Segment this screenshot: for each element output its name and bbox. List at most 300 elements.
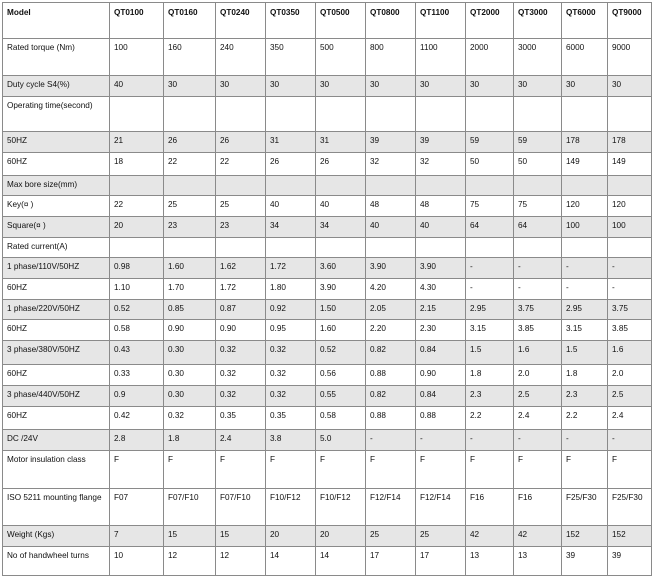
table-cell: 3.75 [608,300,652,320]
table-cell: 2.30 [416,320,466,341]
table-cell: 1.60 [316,320,366,341]
table-cell: 120 [562,196,608,217]
table-cell: 6000 [562,39,608,76]
table-cell: 30 [608,76,652,97]
table-cell: 0.30 [164,341,216,365]
table-cell [164,97,216,132]
table-cell: 3.15 [562,320,608,341]
table-cell: 22 [216,153,266,176]
table-cell: 0.92 [266,300,316,320]
table-cell: 100 [110,39,164,76]
table-cell: 42 [514,526,562,547]
table-cell: 75 [514,196,562,217]
table-row [3,153,652,176]
table-cell: 5.0 [316,430,366,451]
table-cell: 20 [316,526,366,547]
table-cell [466,97,514,132]
table-cell: 1.70 [164,279,216,300]
table-cell: 1.62 [216,258,266,279]
table-cell: 178 [562,132,608,153]
table-cell: 0.88 [416,407,466,430]
table-cell: 20 [266,526,316,547]
row-label: Rated torque (Nm) [3,39,110,76]
table-cell: 20 [110,217,164,238]
specification-table [2,2,652,576]
table-cell [416,238,466,258]
table-cell [216,176,266,196]
table-cell: 7 [110,526,164,547]
table-cell: 15 [164,526,216,547]
table-cell: 100 [562,217,608,238]
table-cell: 0.88 [366,365,416,386]
table-cell: - [514,279,562,300]
table-cell: 3.85 [608,320,652,341]
table-cell: 0.32 [266,386,316,407]
table-cell: 39 [608,547,652,576]
table-cell: F16 [514,489,562,526]
row-label: Operating time(second) [3,97,110,132]
table-cell [216,97,266,132]
table-row [3,386,652,407]
table-cell: 40 [110,76,164,97]
table-cell: 0.30 [164,386,216,407]
row-label: Key(¤ ) [3,196,110,217]
table-cell: - [608,258,652,279]
table-cell: 3.60 [316,258,366,279]
table-row [3,39,652,76]
table-cell: 64 [514,217,562,238]
table-cell: 0.90 [164,320,216,341]
table-cell [466,238,514,258]
table-cell: 22 [110,196,164,217]
row-label: Square(¤ ) [3,217,110,238]
table-cell: 1.72 [266,258,316,279]
table-cell: 13 [466,547,514,576]
column-header: QT0240 [216,3,266,39]
table-cell: 48 [366,196,416,217]
table-cell [164,238,216,258]
table-cell: 25 [216,196,266,217]
table-cell: F [366,451,416,489]
table-cell: 75 [466,196,514,217]
table-cell: F10/F12 [316,489,366,526]
table-row [3,430,652,451]
table-cell: 15 [216,526,266,547]
column-header: QT3000 [514,3,562,39]
table-row [3,320,652,341]
table-row [3,489,652,526]
table-cell: 2.5 [514,386,562,407]
table-cell: 1.10 [110,279,164,300]
table-cell: 0.52 [316,341,366,365]
table-cell: 2.0 [514,365,562,386]
table-cell [514,238,562,258]
table-cell: 2.0 [608,365,652,386]
table-cell: 0.32 [216,341,266,365]
table-cell: 0.56 [316,365,366,386]
row-label: No of handwheel turns [3,547,110,576]
table-cell: 2.2 [466,407,514,430]
table-cell: 26 [316,153,366,176]
table-row [3,451,652,489]
table-cell [366,176,416,196]
table-row [3,341,652,365]
table-cell: 17 [366,547,416,576]
table-cell: 30 [466,76,514,97]
table-cell: 30 [562,76,608,97]
table-cell: 3.8 [266,430,316,451]
table-cell: 1.60 [164,258,216,279]
table-cell: 2.4 [514,407,562,430]
table-cell: 0.32 [266,341,316,365]
table-cell: 3.15 [466,320,514,341]
column-header: QT0100 [110,3,164,39]
table-cell: 2.95 [466,300,514,320]
table-cell: 3.90 [366,258,416,279]
table-cell: 0.82 [366,386,416,407]
row-label: 60HZ [3,365,110,386]
column-header: QT0500 [316,3,366,39]
table-cell: 32 [366,153,416,176]
column-header: QT0800 [366,3,416,39]
table-cell: F10/F12 [266,489,316,526]
table-cell: 59 [514,132,562,153]
table-cell: 26 [216,132,266,153]
table-cell [466,176,514,196]
table-cell [514,97,562,132]
table-cell [514,176,562,196]
table-cell: 9000 [608,39,652,76]
table-cell: - [608,279,652,300]
table-cell: F25/F30 [562,489,608,526]
table-cell [110,97,164,132]
table-cell: 23 [164,217,216,238]
table-row [3,196,652,217]
table-cell: 30 [366,76,416,97]
table-cell: 30 [316,76,366,97]
table-cell: 1.80 [266,279,316,300]
table-row [3,132,652,153]
column-header: QT0350 [266,3,316,39]
table-cell: 2.4 [608,407,652,430]
table-cell [110,238,164,258]
table-cell: 17 [416,547,466,576]
table-cell: 120 [608,196,652,217]
table-cell: 0.35 [216,407,266,430]
table-cell: 0.84 [416,341,466,365]
column-header: QT6000 [562,3,608,39]
row-label: Motor insulation class [3,451,110,489]
table-cell: F [466,451,514,489]
table-cell [366,97,416,132]
table-cell: - [514,258,562,279]
table-cell: 22 [164,153,216,176]
table-cell: 0.55 [316,386,366,407]
table-cell [316,97,366,132]
table-row [3,238,652,258]
table-cell: 350 [266,39,316,76]
table-cell [416,176,466,196]
table-cell: 0.82 [366,341,416,365]
table-cell: 0.58 [316,407,366,430]
table-cell: 12 [164,547,216,576]
table-cell: 1.50 [316,300,366,320]
table-cell: 2.20 [366,320,416,341]
table-cell: 0.52 [110,300,164,320]
table-cell: 1.72 [216,279,266,300]
table-cell: 39 [366,132,416,153]
row-label: 3 phase/440V/50HZ [3,386,110,407]
table-cell: 30 [266,76,316,97]
table-row [3,526,652,547]
table-cell: - [562,258,608,279]
table-row [3,97,652,132]
table-cell: - [366,430,416,451]
table-cell: 4.30 [416,279,466,300]
table-cell: 0.32 [216,365,266,386]
table-cell [266,97,316,132]
table-cell: - [562,279,608,300]
table-cell: 800 [366,39,416,76]
table-cell: - [608,430,652,451]
table-cell: 34 [316,217,366,238]
table-cell: 1.8 [164,430,216,451]
table-cell [562,238,608,258]
table-cell: 0.9 [110,386,164,407]
column-header: QT1100 [416,3,466,39]
table-cell [266,238,316,258]
table-cell: F [110,451,164,489]
table-cell: F [164,451,216,489]
table-cell: 0.84 [416,386,466,407]
table-cell: F25/F30 [608,489,652,526]
table-cell: 1.6 [514,341,562,365]
table-cell: 149 [562,153,608,176]
table-cell: 1.5 [466,341,514,365]
table-row [3,217,652,238]
table-cell [562,176,608,196]
table-cell: 14 [266,547,316,576]
table-cell: - [416,430,466,451]
table-cell: 0.33 [110,365,164,386]
table-cell: 2.5 [608,386,652,407]
table-cell: 40 [366,217,416,238]
table-cell: 1.8 [466,365,514,386]
table-cell: 40 [266,196,316,217]
table-row [3,300,652,320]
table-cell: 30 [216,76,266,97]
column-header: Model [3,3,110,39]
table-cell: 42 [466,526,514,547]
table-cell: 240 [216,39,266,76]
row-label: 60HZ [3,279,110,300]
table-cell: 3.90 [416,258,466,279]
table-cell: F [608,451,652,489]
table-cell: - [466,279,514,300]
row-label: Duty cycle S4(%) [3,76,110,97]
table-cell: 152 [608,526,652,547]
table-cell: 0.95 [266,320,316,341]
table-cell: 39 [562,547,608,576]
table-cell: 0.90 [216,320,266,341]
table-cell: 152 [562,526,608,547]
table-cell: F [216,451,266,489]
table-cell: 0.85 [164,300,216,320]
table-cell [316,238,366,258]
table-cell [266,176,316,196]
column-header: QT2000 [466,3,514,39]
table-cell: 1.8 [562,365,608,386]
table-cell: 0.35 [266,407,316,430]
row-label: 60HZ [3,320,110,341]
table-cell: 3.75 [514,300,562,320]
table-cell: F [416,451,466,489]
row-label: 50HZ [3,132,110,153]
table-cell: 0.90 [416,365,466,386]
table-cell: 2.05 [366,300,416,320]
table-cell: 30 [416,76,466,97]
table-cell: 64 [466,217,514,238]
table-row [3,76,652,97]
table-cell: 0.32 [164,407,216,430]
table-cell: F12/F14 [416,489,466,526]
row-label: ISO 5211 mounting flange [3,489,110,526]
table-cell: 0.32 [266,365,316,386]
table-cell: - [466,430,514,451]
table-cell: 1100 [416,39,466,76]
table-cell: 1.5 [562,341,608,365]
table-cell: 0.30 [164,365,216,386]
table-cell: 2.95 [562,300,608,320]
table-cell: 149 [608,153,652,176]
row-label: 1 phase/220V/50HZ [3,300,110,320]
table-cell: 21 [110,132,164,153]
row-label: Max bore size(mm) [3,176,110,196]
table-cell: F16 [466,489,514,526]
table-cell: 0.87 [216,300,266,320]
table-cell: 50 [466,153,514,176]
table-row [3,547,652,576]
table-cell [110,176,164,196]
row-label: DC /24V [3,430,110,451]
table-cell: 40 [416,217,466,238]
row-label: 60HZ [3,407,110,430]
table-cell: 59 [466,132,514,153]
row-label: Weight (Kgs) [3,526,110,547]
table-row [3,176,652,196]
column-header: QT0160 [164,3,216,39]
table-cell [216,238,266,258]
table-cell: 2.3 [466,386,514,407]
column-header: QT9000 [608,3,652,39]
table-cell: F07 [110,489,164,526]
table-cell: 2000 [466,39,514,76]
table-cell: 13 [514,547,562,576]
table-cell: 100 [608,217,652,238]
table-cell: 25 [366,526,416,547]
table-cell: 0.58 [110,320,164,341]
table-cell: 2.15 [416,300,466,320]
table-cell: F12/F14 [366,489,416,526]
table-cell: F [514,451,562,489]
table-cell: 30 [514,76,562,97]
table-cell: 40 [316,196,366,217]
table-cell: 32 [416,153,466,176]
table-cell: 0.42 [110,407,164,430]
row-label: 1 phase/110V/50HZ [3,258,110,279]
table-cell: 2.2 [562,407,608,430]
row-label: 3 phase/380V/50HZ [3,341,110,365]
table-cell: 30 [164,76,216,97]
table-cell [608,238,652,258]
table-cell: 12 [216,547,266,576]
table-cell: 3000 [514,39,562,76]
table-cell [366,238,416,258]
table-row [3,258,652,279]
table-cell: 0.88 [366,407,416,430]
table-cell: 2.4 [216,430,266,451]
table-cell: 26 [266,153,316,176]
table-cell [316,176,366,196]
table-cell: 0.43 [110,341,164,365]
table-cell: 39 [416,132,466,153]
table-row [3,407,652,430]
table-row [3,279,652,300]
table-cell [608,176,652,196]
table-cell [608,97,652,132]
table-cell: F07/F10 [164,489,216,526]
table-cell [416,97,466,132]
table-cell: 25 [164,196,216,217]
table-cell: 31 [266,132,316,153]
table-cell: - [466,258,514,279]
table-cell: 10 [110,547,164,576]
header-row [3,3,652,39]
row-label: Rated current(A) [3,238,110,258]
table-cell: - [562,430,608,451]
table-cell: 34 [266,217,316,238]
table-cell: 14 [316,547,366,576]
table-cell: F07/F10 [216,489,266,526]
table-cell: 2.3 [562,386,608,407]
table-body [3,39,652,576]
table-cell: 0.32 [216,386,266,407]
table-cell: 178 [608,132,652,153]
table-cell: 18 [110,153,164,176]
table-cell: 500 [316,39,366,76]
table-cell: F [266,451,316,489]
table-cell: 26 [164,132,216,153]
table-cell: F [562,451,608,489]
table-cell: 23 [216,217,266,238]
table-cell: 1.6 [608,341,652,365]
table-cell [164,176,216,196]
table-cell: 50 [514,153,562,176]
table-cell: 25 [416,526,466,547]
table-cell: 3.85 [514,320,562,341]
table-cell: F [316,451,366,489]
table-cell: 3.90 [316,279,366,300]
table-cell: 48 [416,196,466,217]
row-label: 60HZ [3,153,110,176]
table-cell: 160 [164,39,216,76]
table-cell [562,97,608,132]
table-cell: 31 [316,132,366,153]
table-cell: 2.8 [110,430,164,451]
table-cell: 4.20 [366,279,416,300]
table-cell: 0.98 [110,258,164,279]
table-cell: - [514,430,562,451]
